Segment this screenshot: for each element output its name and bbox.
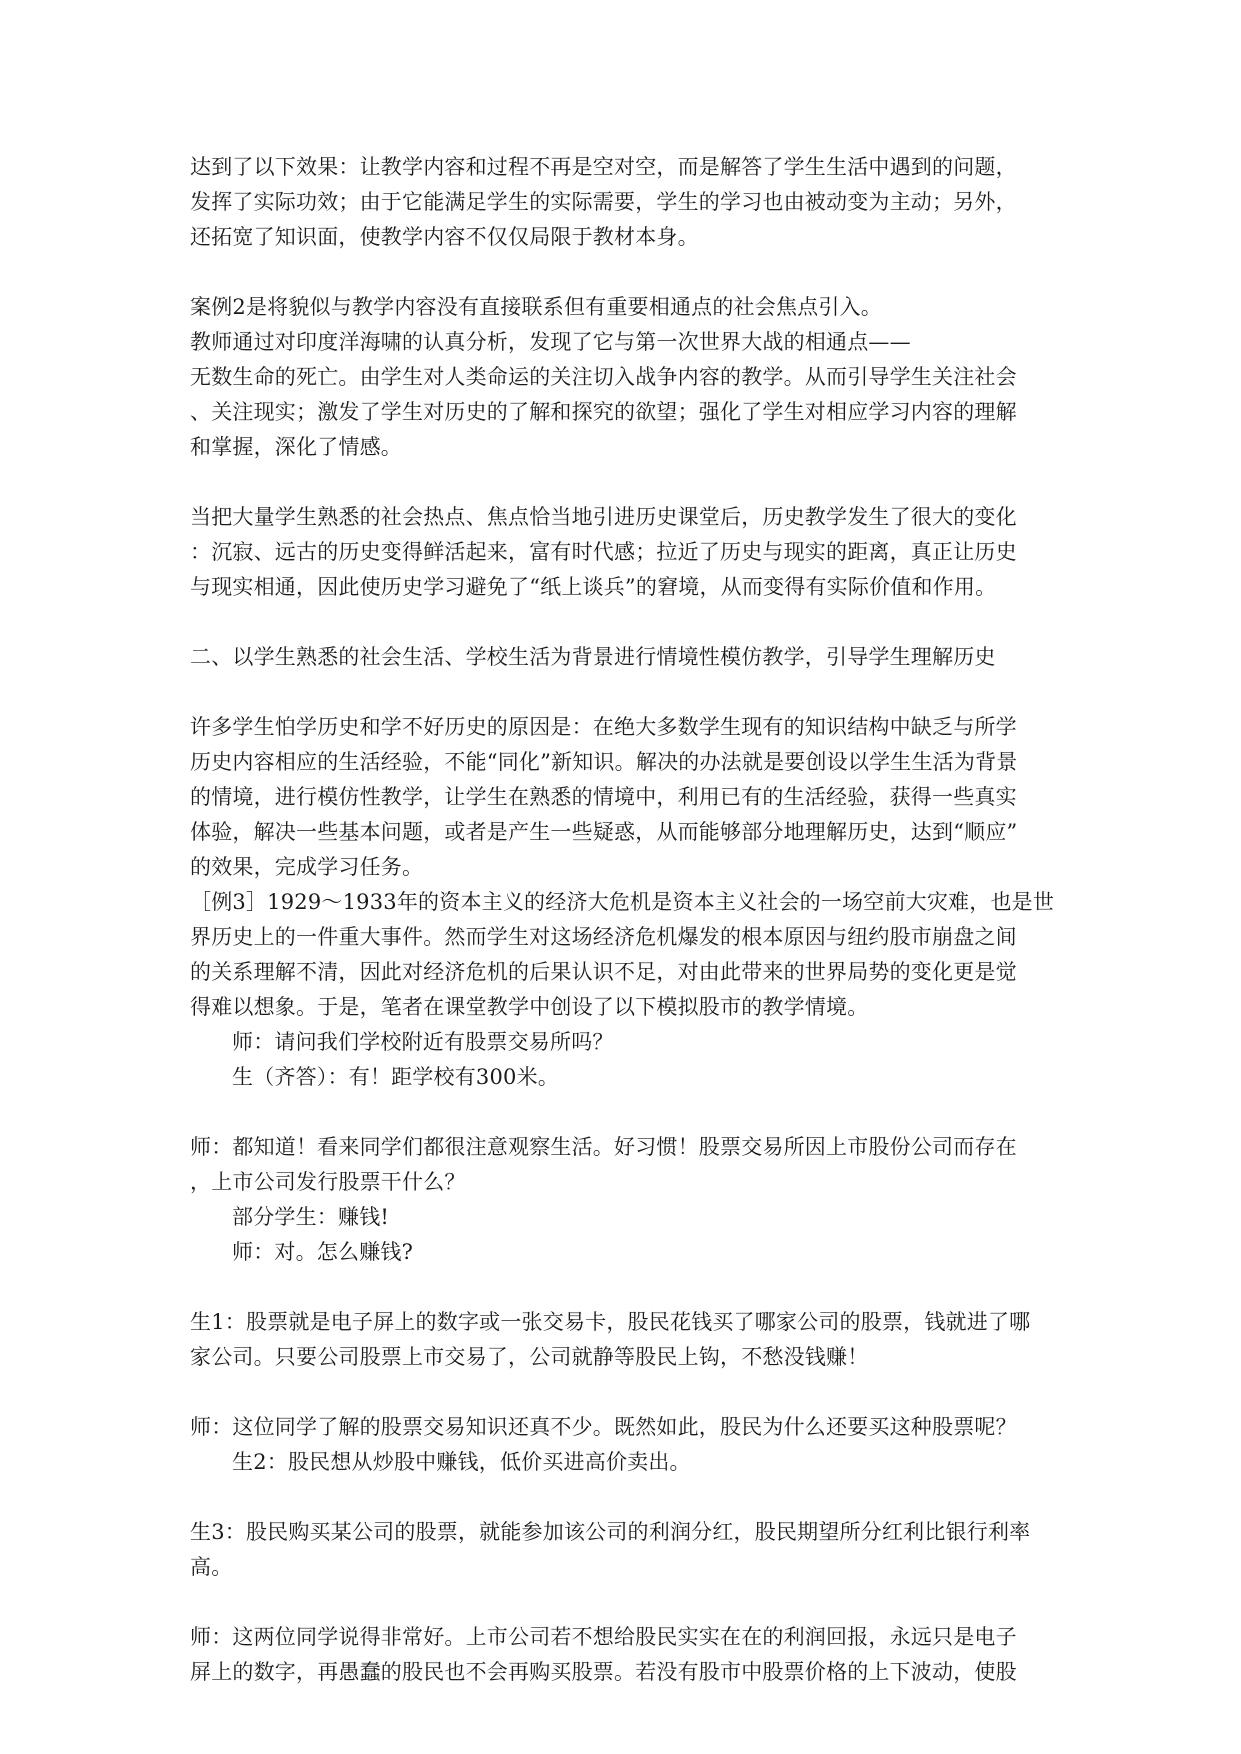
paragraph-dialogue-1 <box>190 1130 1060 1270</box>
text-line: 和掌握，深化了情感。 <box>190 435 402 459</box>
paragraph-case-2 <box>190 290 1060 465</box>
dialogue-line: 师：对。怎么赚钱? <box>232 1240 414 1264</box>
paragraph-student-1 <box>190 1305 1060 1375</box>
text-line: 教师通过对印度洋海啸的认真分析，发现了它与第一次世界大战的相通点—— <box>190 330 911 354</box>
dialogue-line: 师：请问我们学校附近有股票交易所吗？ <box>232 1030 614 1054</box>
text-line: ：沉寂、远古的历史变得鲜活起来，富有时代感；拉近了历史与现实的距离，真正让历史 <box>190 540 1017 564</box>
text-line: 还拓宽了知识面，使教学内容不仅仅局限于教材本身。 <box>190 225 699 249</box>
text-line: 无数生命的死亡。由学生对人类命运的关注切入战争内容的教学。从而引导学生关注社会 <box>190 365 1017 389</box>
text-line: 师：这位同学了解的股票交易知识还真不少。既然如此，股民为什么还要买这种股票呢？ <box>190 1415 1017 1439</box>
dialogue-line: 部分学生：赚钱! <box>232 1205 390 1229</box>
document-body <box>190 150 1060 1690</box>
text-line: 得难以想象。于是，笔者在课堂教学中创设了以下模拟股市的教学情境。 <box>190 995 869 1019</box>
text-line: 师：这两位同学说得非常好。上市公司若不想给股民实实在在的利润回报，永远只是电子 <box>190 1625 1017 1649</box>
dialogue-line: 生（齐答）：有！距学校有300米。 <box>232 1065 559 1089</box>
text-line: 案例2是将貌似与教学内容没有直接联系但有重要相通点的社会焦点引入。 <box>190 295 882 319</box>
text-line: 屏上的数字，再愚蠢的股民也不会再购买股票。若没有股市中股票价格的上下波动，使股 <box>190 1660 1017 1684</box>
paragraph-social-hotspots <box>190 500 1060 605</box>
dialogue-line: 生2：股民想从炒股中赚钱，低价买进高价卖出。 <box>232 1450 691 1474</box>
text-line: 许多学生怕学历史和学不好历史的原因是：在绝大多数学生现有的知识结构中缺乏与所学 <box>190 715 1017 739</box>
paragraph-example-3 <box>190 710 1060 1095</box>
text-line: 的情境，进行模仿性教学，让学生在熟悉的情境中，利用已有的生活经验，获得一些真实 <box>190 785 1017 809</box>
text-line: 的效果，完成学习任务。 <box>190 855 424 879</box>
paragraph-effects <box>190 150 1060 255</box>
paragraph-teacher-question <box>190 1410 1060 1480</box>
text-line: 与现实相通，因此使历史学习避免了“纸上谈兵”的窘境，从而变得有实际价值和作用。 <box>190 575 997 599</box>
text-line: 当把大量学生熟悉的社会热点、焦点恰当地引进历史课堂后，历史教学发生了很大的变化 <box>190 505 1017 529</box>
text-line: 的关系理解不清，因此对经济危机的后果认识不足，对由此带来的世界局势的变化更是觉 <box>190 960 1017 984</box>
text-line: 生1：股票就是电子屏上的数字或一张交易卡，股民花钱买了哪家公司的股票，钱就进了哪 <box>190 1310 1031 1334</box>
text-line: ［例3］1929～1933年的资本主义的经济大危机是资本主义社会的一场空前大灾难，也是世 <box>190 890 1055 914</box>
text-line: 家公司。只要公司股票上市交易了，公司就静等股民上钩，不愁没钱赚！ <box>190 1345 869 1369</box>
text-line: 高。 <box>190 1555 233 1579</box>
section-heading-text: 二、以学生熟悉的社会生活、学校生活为背景进行情境性模仿教学，引导学生理解历史 <box>190 645 996 669</box>
section-heading-2 <box>190 640 1060 675</box>
paragraph-student-3 <box>190 1515 1060 1585</box>
text-line: 、关注现实；激发了学生对历史的了解和探究的欲望；强化了学生对相应学习内容的理解 <box>190 400 1017 424</box>
text-line: 体验，解决一些基本问题，或者是产生一些疑惑，从而能够部分地理解历史，达到“顺应” <box>190 820 1018 844</box>
text-line: 界历史上的一件重大事件。然而学生对这场经济危机爆发的根本原因与纽约股市崩盘之间 <box>190 925 1017 949</box>
text-line: 师：都知道！看来同学们都很注意观察生活。好习惯！股票交易所因上市股份公司而存在 <box>190 1135 1017 1159</box>
text-line: 发挥了实际功效；由于它能满足学生的实际需要，学生的学习也由被动变为主动；另外， <box>190 190 1017 214</box>
text-line: ，上市公司发行股票干什么？ <box>190 1170 466 1194</box>
text-line: 达到了以下效果：让教学内容和过程不再是空对空，而是解答了学生生活中遇到的问题， <box>190 155 1017 179</box>
paragraph-teacher-summary <box>190 1620 1060 1690</box>
text-line: 生3：股民购买某公司的股票，就能参加该公司的利润分红，股民期望所分红利比银行利率 <box>190 1520 1031 1544</box>
text-line: 历史内容相应的生活经验，不能“同化”新知识。解决的办法就是要创设以学生生活为背景 <box>190 750 1018 774</box>
